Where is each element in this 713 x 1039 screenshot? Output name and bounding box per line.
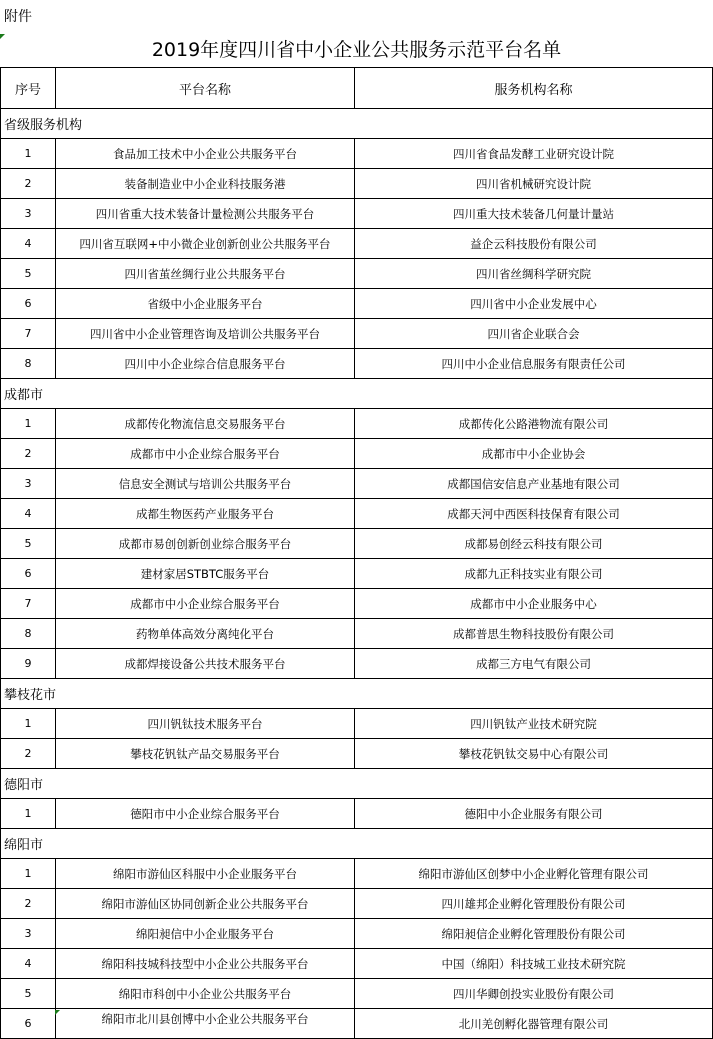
section-name: 成都市 [1,379,713,409]
table-row [1,589,713,619]
table-header-row [1,68,713,109]
table-row [1,529,713,559]
section-row [1,769,713,799]
section-name: 德阳市 [1,769,713,799]
row-number: 8 [1,349,56,379]
row-number: 3 [1,919,56,949]
row-number: 9 [1,649,56,679]
org-name: 成都普思生物科技股份有限公司 [355,619,713,649]
row-number: 1 [1,709,56,739]
row-number: 7 [1,319,56,349]
section-row [1,679,713,709]
section-name: 攀枝花市 [1,679,713,709]
table-row [1,229,713,259]
platform-name: 绵阳市游仙区科服中小企业服务平台 [56,859,355,889]
row-number: 5 [1,529,56,559]
row-number: 1 [1,409,56,439]
row-number: 7 [1,589,56,619]
table-row [1,439,713,469]
org-name: 四川省食品发酵工业研究设计院 [355,139,713,169]
platform-name: 绵阳市科创中小企业公共服务平台 [56,979,355,1009]
table-row [1,469,713,499]
platform-name: 攀枝花钒钛产品交易服务平台 [56,739,355,769]
org-name: 四川钒钛产业技术研究院 [355,709,713,739]
table-row [1,709,713,739]
row-number: 4 [1,499,56,529]
table-row [1,559,713,589]
platform-name [56,1009,355,1039]
section-row [1,829,713,859]
platform-name: 装备制造业中小企业科技服务港 [56,169,355,199]
org-name: 四川省丝绸科学研究院 [355,259,713,289]
row-number: 4 [1,949,56,979]
platform-name: 信息安全测试与培训公共服务平台 [56,469,355,499]
platform-name: 四川中小企业综合信息服务平台 [56,349,355,379]
row-number: 5 [1,979,56,1009]
table-row [1,919,713,949]
row-number: 4 [1,229,56,259]
section-row [1,109,713,139]
row-number: 2 [1,739,56,769]
attachment-label: 附件 [4,9,32,25]
org-name: 四川省企业联合会 [355,319,713,349]
document-title: 2019年度四川省中小企业公共服务示范平台名单 [151,39,562,61]
org-name: 益企云科技股份有限公司 [355,229,713,259]
row-number: 1 [1,139,56,169]
row-number: 8 [1,619,56,649]
platform-name: 绵阳市游仙区协同创新企业公共服务平台 [56,889,355,919]
table-row [1,649,713,679]
org-name: 成都三方电气有限公司 [355,649,713,679]
table-row [1,979,713,1009]
platform-name: 药物单体高效分离纯化平台 [56,619,355,649]
row-number: 6 [1,1009,56,1039]
org-name: 四川省机械研究设计院 [355,169,713,199]
row-number: 2 [1,889,56,919]
platform-name: 四川省互联网+中小微企业创新创业公共服务平台 [56,229,355,259]
row-number: 1 [1,799,56,829]
platform-name: 四川省中小企业管理咨询及培训公共服务平台 [56,319,355,349]
platform-name: 成都市中小企业综合服务平台 [56,589,355,619]
row-number: 1 [1,859,56,889]
org-name: 四川省中小企业发展中心 [355,289,713,319]
table-row [1,739,713,769]
org-name: 四川雄邦企业孵化管理股份有限公司 [355,889,713,919]
platform-name: 德阳市中小企业综合服务平台 [56,799,355,829]
platform-name: 四川省重大技术装备计量检测公共服务平台 [56,199,355,229]
platform-name-text: 绵阳市北川县创博中小企业公共服务平台 [101,1011,309,1026]
org-name: 成都九正科技实业有限公司 [355,559,713,589]
org-name: 四川中小企业信息服务有限责任公司 [355,349,713,379]
platform-name: 省级中小企业服务平台 [56,289,355,319]
table-row [1,409,713,439]
org-name: 绵阳昶信企业孵化管理股份有限公司 [355,919,713,949]
row-number: 3 [1,469,56,499]
row-number: 2 [1,439,56,469]
platform-name: 成都传化物流信息交易服务平台 [56,409,355,439]
platform-name: 四川钒钛技术服务平台 [56,709,355,739]
org-name: 成都国信安信息产业基地有限公司 [355,469,713,499]
org-name: 中国（绵阳）科技城工业技术研究院 [355,949,713,979]
section-row [1,379,713,409]
cell-comment-marker-last [55,1010,60,1015]
platform-name: 食品加工技术中小企业公共服务平台 [56,139,355,169]
org-name: 德阳中小企业服务有限公司 [355,799,713,829]
table-row [1,619,713,649]
org-name: 四川华卿创投实业股份有限公司 [355,979,713,1009]
platform-name: 成都生物医药产业服务平台 [56,499,355,529]
table-row [1,799,713,829]
header-platform: 平台名称 [56,68,355,109]
section-name: 绵阳市 [1,829,713,859]
org-name: 成都市中小企业服务中心 [355,589,713,619]
table-row [1,499,713,529]
row-number: 6 [1,559,56,589]
org-name: 绵阳市游仙区创梦中小企业孵化管理有限公司 [355,859,713,889]
header-org: 服务机构名称 [355,68,713,109]
table-row [1,319,713,349]
table-row [1,1009,713,1039]
table-row [1,859,713,889]
platform-name: 成都市易创创新创业综合服务平台 [56,529,355,559]
row-number: 3 [1,199,56,229]
platform-name: 四川省茧丝绸行业公共服务平台 [56,259,355,289]
platform-table [0,67,713,1039]
org-name: 成都传化公路港物流有限公司 [355,409,713,439]
org-name: 成都天河中西医科技保育有限公司 [355,499,713,529]
row-number: 2 [1,169,56,199]
table-row [1,889,713,919]
platform-name: 成都市中小企业综合服务平台 [56,439,355,469]
row-number: 5 [1,259,56,289]
platform-name: 绵阳昶信中小企业服务平台 [56,919,355,949]
org-name: 成都市中小企业协会 [355,439,713,469]
table-row [1,949,713,979]
table-row [1,349,713,379]
table-row [1,199,713,229]
org-name: 北川羌创孵化器管理有限公司 [355,1009,713,1039]
platform-name: 成都焊接设备公共技术服务平台 [56,649,355,679]
table-row [1,259,713,289]
header-no: 序号 [1,68,56,109]
platform-name: 建材家居STBTC服务平台 [56,559,355,589]
org-name: 攀枝花钒钛交易中心有限公司 [355,739,713,769]
table-row [1,289,713,319]
table-row [1,139,713,169]
row-number: 6 [1,289,56,319]
org-name: 四川重大技术装备几何量计量站 [355,199,713,229]
section-name: 省级服务机构 [1,109,713,139]
platform-name: 绵阳科技城科技型中小企业公共服务平台 [56,949,355,979]
table-row [1,169,713,199]
org-name: 成都易创经云科技有限公司 [355,529,713,559]
